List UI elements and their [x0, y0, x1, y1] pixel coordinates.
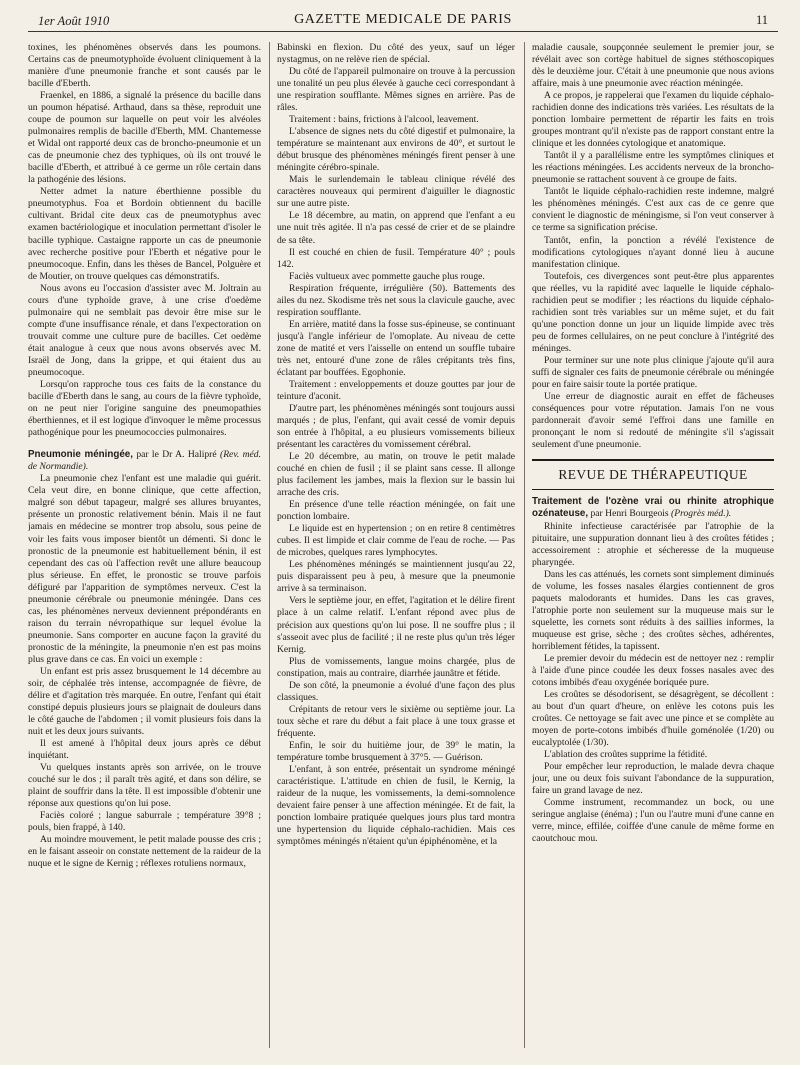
- article-title: Traitement de l'ozène vrai ou rhinite atrophique ozénateuse,: [532, 496, 774, 520]
- section-source: (Rev. méd. de Normandie).: [28, 449, 261, 473]
- paragraph: En arrière, matité dans la fosse sus-épineuse, se continuant jusqu'à l'angle inférieur de l'omoplate. Au niveau de cette zone de matité et vers l'aisselle on entend un souffle tubaire très net, entouré d'une zone de râles crépitants très fins, éclatant par bouffées. Egophonie.: [277, 318, 515, 378]
- paragraph: Le 20 décembre, au matin, on trouve le petit malade couché en chien de fusil ; il se plaint sans cesse. Il allonge plus facilement les jambes, mais la flexion sur le bassin lui arrache des cris.: [277, 451, 515, 499]
- paragraph: Traitement : bains, frictions à l'alcool, leavement.: [289, 114, 479, 126]
- page-number: 11: [755, 13, 768, 27]
- column-1: [28, 42, 261, 1052]
- paragraph: L'absence de signes nets du côté digestif et pulmonaire, la température se maintenant aux environs de 40°, et surtout le début brusque des phénomènes méningés firent penser à une méningite cérébro-spinale.: [277, 126, 515, 174]
- paragraph: Mais le surlendemain le tableau clinique révélé des caractères nouveaux qui permirent d'aiguiller le diagnostic sur une autre piste.: [277, 174, 515, 210]
- section-title: Pneumonie méningée,: [28, 449, 133, 461]
- paragraph: D'autre part, les phénomènes méningés sont toujours aussi marqués ; de plus, l'enfant, qui avait cessé de vomir depuis son entrée à l'hôpital, a eu plusieurs vomissements bilieux présentant les caractères du vomissement cérébral.: [277, 402, 515, 451]
- paragraph: De son côté, la pneumonie a évolué d'une façon des plus classiques.: [277, 679, 515, 703]
- section-banner-title: REVUE DE THÉRAPEUTIQUE: [558, 467, 748, 483]
- paragraph: En présence d'une telle réaction méningée, on fait une ponction lombaire.: [277, 499, 515, 523]
- paragraph: Tantôt, enfin, la ponction a révélé l'existence de modifications cytologiques n'ayant donné lieu à aucune manifestation clinique.: [532, 234, 774, 270]
- paragraph: Faciès coloré ; langue saburrale ; température 39°8 ; pouls, bien frappé, à 140.: [28, 810, 261, 834]
- paragraph: Les croûtes se désodorisent, se désagrègent, se décollent : au bout d'un quart d'heure, on enlève les cotons puis les croûtes. Ce nettoyage se fait avec une pince et se complète au moyen de porte-cotons imbibés d'huile goménolée (1/20) ou eucalyptolée (1/30).: [532, 689, 774, 749]
- paragraph: Comme instrument, recommandez un bock, ou une seringue anglaise (énéma) ; l'un ou l'autre muni d'une canne en verre, mince, effilée, coiffée d'une canule de même forme en caoutchouc mou.: [532, 797, 774, 845]
- issue-date: 1er Août 1910: [38, 14, 110, 28]
- paragraph: Pour empêcher leur reproduction, le malade devra chaque jour, une ou deux fois suivant l'abondance de la suppuration, faire un grand lavage de nez.: [532, 761, 774, 797]
- paragraph: Le premier devoir du médecin est de nettoyer nez : remplir à l'aide d'une pince coudée les deux fosses nasales avec des cotons imbibés d'eau oxygénée boriquée pure.: [532, 652, 774, 688]
- paragraph: Traitement : enveloppements et douze gouttes par jour de teinture d'aconit.: [277, 378, 515, 402]
- paragraph: Le liquide est en hypertension ; on en retire 8 centimètres cubes. Il est limpide et clair comme de l'eau de roche. — Pas de microbes, quelques rares lymphocytes.: [277, 523, 515, 559]
- paragraph: Enfin, le soir du huitième jour, de 39° le matin, la température tombe brusquement à 37°5. — Guérison.: [277, 739, 515, 763]
- section-banner: [532, 459, 774, 490]
- column-3: [532, 42, 774, 1052]
- paragraph: Il est amené à l'hôpital deux jours après ce début inquiétant.: [28, 738, 261, 762]
- paragraph: toxines, les phénomènes observés dans les poumons. Certains cas de pneumotyphoïde évoluent cliniquement à la manière d'une pneumonie franche et sont causés par le bacille d'Eberth.: [28, 42, 261, 90]
- page-header: [28, 6, 778, 28]
- paragraph: Les phénomènes méningés se maintiennent jusqu'au 22, puis disparaissent peu à peu, à mesure que la pneumonie arrive à sa terminaison.: [277, 559, 515, 595]
- journal-title: GAZETTE MEDICALE DE PARIS: [294, 12, 512, 27]
- article-source: (Progrès méd.).: [668, 508, 732, 520]
- paragraph: Babinski en flexion. Du côté des yeux, sauf un léger nystagmus, on ne relève rien de spécial.: [277, 42, 515, 66]
- paragraph: Crépitants de retour vers le sixième ou septième jour. La toux sèche et rare du début a fait place à une toux grasse et fréquente.: [277, 703, 515, 739]
- paragraph: Pour terminer sur une note plus clinique j'ajoute qu'il aura suffi de signaler ces faits de pneumonie cérébrale ou méningée pour en faire saisir toute la portée pratique.: [532, 354, 774, 390]
- column-divider: [524, 42, 525, 1048]
- paragraph: L'ablation des croûtes supprime la fétidité.: [544, 749, 708, 761]
- paragraph: Toutefois, ces divergences sont peut-être plus apparentes que réelles, vu la rapidité avec laquelle le liquide céphalo-rachidien peut se modifier ; les réactions du liquide céphalo-rachidien sont très variables sur un même sujet, et du fait qu'une ponction donne un jour un liquide limpide avec très peu de formes cellulaires, on ne peut conclure à l'intégrité des méninges.: [532, 270, 774, 354]
- paragraph: Respiration fréquente, irrégulière (50). Battements des ailes du nez. Skodisme très net sous la clavicule gauche, avec respiration soufflante.: [277, 282, 515, 318]
- paragraph: Lorsqu'on rapproche tous ces faits de la constance du bacille d'Eberth dans le sang, au cours de la fièvre typhoïde, on ne peut nier l'origine sanguine des pneumopathies éberthiennes, et il est logique d'invoquer le même processus pathogénique pour les pneumococcies pulmonaires.: [28, 378, 261, 438]
- paragraph: La pneumonie chez l'enfant est une maladie qui guérit. Cela veut dire, en bonne clinique, que cette affection, malgré son début tapageur, malgré ses allures bruyantes, présente un pronostic relativement bénin. Mais il ne faut jamais en médecine se montrer trop absolu, sous peine de voir les faits vous imposer bientôt un démenti. Si donc le pronostic de la pneumonie est habituellement bénin, il est cependant des cas où l'affection revêt une allure beaucoup plus sérieuse. En effet, le pronostic se trouve parfois défiguré par l'apparition de symptômes nerveux. C'est la pneumonie cérébrale ou pneumonie méningée. Dans ces cas, les phénomènes nerveux deviennent prépondérants en raison du terrain névropathique sur lequel évolue la pneumonie. Sans comporter en aucune façon la gravité du pronostic de la méningite, la pneumonie n'en est pas moins plus grave dans ce cas. En voici un exemple :: [28, 473, 261, 665]
- column-2: [277, 42, 515, 1052]
- paragraph: Tantôt il y a parallélisme entre les symptômes cliniques et les réactions méningées. Les accidents nerveux de la broncho-pneumonie se rattachent souvent à ce groupe de faits.: [532, 150, 774, 186]
- article-author: par Henri Bourgeois: [588, 508, 669, 520]
- paragraph: Fraenkel, en 1886, a signalé la présence du bacille dans un poumon hépatisé. Arthaud, dans sa thèse, reproduit une coupe de poumon sur laquelle on peut voir les alvéoles pulmonaires remplis de bacille d'Eberth, MM. Chantemesse et Widal ont rapporté deux cas de broncho-pneumonie et un cas de pneumonie chez des typhiques, où ils ont trouvé le bacille d'Eberth, et attribué à ce germe un rôle certain dans la pathogénie des lésions.: [28, 90, 261, 186]
- section-heading: [28, 449, 261, 473]
- paragraph: L'enfant, à son entrée, présentait un syndrome méningé caractéristique. L'attitude en chien de fusil, le Kernig, la raideur de la nuque, les vomissements, la demi-somnolence devaient faire penser à une affection méningée. Et de fait, la ponction lombaire pratiquée quelques jours plus tard montra une hypertension du liquide céphalo-rachidien. Mais ces symptômes méningés n'étaient qu'un épiphénomène, et la: [277, 763, 515, 848]
- paragraph: A ce propos, je rappelerai que l'examen du liquide céphalo-rachidien donne des indications très variées. Les résultats de la ponction lombaire permettent de répartir les faits en trois groupes montrant qu'il n'existe pas de rapport constant entre la clinique et les données cytologique et anatomique.: [532, 90, 774, 150]
- section-author: par le Dr A. Halipré: [132, 449, 217, 461]
- paragraph: Netter admet la nature éberthienne possible du pneumotyphus. Foa et Bordoin obtiennent du bacille cultivant. Bridal cite deux cas de pneumotyphus avec examen bactériologique et inoculation permettant d'isoler le bacille typhique. Castaigne rapporte un cas de pneumonie avec recherche positive pour l'Eberth et négative pour le pneumocoque. Enfin, dans les thèses de Bancel, Polguère et de Moutier, on trouve quelques cas démonstratifs.: [28, 186, 261, 282]
- paragraph: Le 18 décembre, au matin, on apprend que l'enfant a eu une nuit très agitée. Il n'a pas cessé de crier et de se plaindre de sa tête.: [277, 210, 515, 246]
- paragraph: Faciès vultueux avec pommette gauche plus rouge.: [289, 270, 485, 282]
- paragraph: maladie causale, soupçonnée seulement le premier jour, se révélait avec son cortège habituel de signes stéthoscopiques dès le deuxième jour. C'était à une pneumonie que nous avions affaire, mais à une pneumonie avec réaction méningée.: [532, 42, 774, 90]
- article-heading: [532, 496, 774, 521]
- paragraph: Rhinite infectieuse caractérisée par l'atrophie de la pituitaire, une suppuration donnant lieu à des croûtes fétides ; accessoirement : atrophie et sécheresse de la muqueuse pharyngée.: [532, 520, 774, 568]
- paragraph: Nous avons eu l'occasion d'assister avec M. Joltrain au cours d'une typhoïde grave, à une crise d'oedème pulmonaire qui ne semblait pas devoir être mise sur le compte d'une insuffisance rénale, et dans l'expectoration on trouvait comme une culture pure de bacilles. Cet oedème était analogue à ceux que nous avons observés avec M. Israël de Jong, dans la grippe, et qui étaient dus au pneumocoque.: [28, 282, 261, 378]
- paragraph: Vu quelques instants après son arrivée, on le trouve couché sur le dos ; il paraît très agité, et dans son délire, se plaint de souffrir dans la tête. Il est impossible d'obtenir une réponse aux questions qu'on lui pose.: [28, 762, 261, 810]
- paragraph: Plus de vomissements, langue moins chargée, plus de constipation, mais au contraire, diarrhée jaunâtre et fétide.: [277, 655, 515, 679]
- column-divider: [269, 42, 270, 1048]
- paragraph: Tantôt le liquide céphalo-rachidien reste indemne, malgré les phénomènes méningés. C'est aux cas de ce genre que convient le diagnostic de méningisme, si l'on veut conserver à ce terme sa signification précise.: [532, 186, 774, 234]
- paragraph: Du côté de l'appareil pulmonaire on trouve à la percussion une tonalité un peu plus élevée à gauche ceci correspondant à une respiration soufflante. Mêmes signes en arrière. Pas de râles.: [277, 66, 515, 114]
- paragraph: Il est couché en chien de fusil. Température 40° ; pouls 142.: [277, 246, 515, 270]
- paragraph: Vers le septième jour, en effet, l'agitation et le délire firent place à un calme relatif. L'enfant répond avec plus de précision aux questions qu'on lui pose. Il ne souffre plus ; il s'asseoit avec plus de facilité ; il ne reste plus qu'un très léger Kernig.: [277, 595, 515, 655]
- header-rule: [28, 31, 778, 32]
- paragraph: Au moindre mouvement, le petit malade pousse des cris ; en le faisant asseoir on constate nettement de la raideur de la nuque et le signe de Kernig ; réflexes rotuliens normaux,: [28, 834, 261, 870]
- paragraph: Un enfant est pris assez brusquement le 14 décembre au soir, de céphalée très intense, accompagnée de fièvre, de délire et d'agitation très marquée. En outre, l'enfant qui était constipé depuis plusieurs jours se plaignait de douleurs dans le côté gauche de l'abdomen ; il vomit plusieurs fois dans la nuit et les deux jours suivants.: [28, 665, 261, 737]
- paragraph: Dans les cas atténués, les cornets sont simplement diminués de volume, les fosses nasales élargies contiennent de gros paquets malodorants et humides. Dans les cas graves, l'atrophie porte non seulement sur la muqueuse mais sur le squelette, les cornets sont réduits à des saillies informes, la muqueuse est grise, sèche ; des croûtes sèches, adhérentes, horriblement fétides, la tapissent.: [532, 568, 774, 652]
- paragraph: Une erreur de diagnostic aurait en effet de fâcheuses conséquences pour votre réputation. Jamais l'on ne vous pardonnerait d'avoir semé l'effroi dans une famille en prononçant le nom si redouté de méningite s'il s'agissait seulement d'une pneumonie.: [532, 390, 774, 451]
